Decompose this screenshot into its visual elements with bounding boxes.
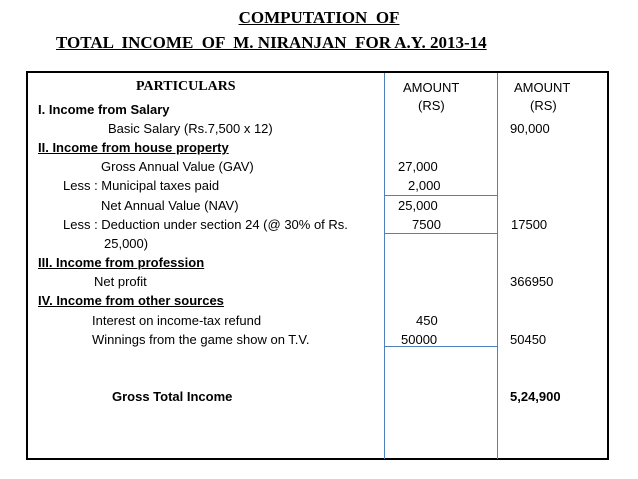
subtotal-rule-2 [385,233,497,234]
municipal-tax-label: Less : Municipal taxes paid [63,178,220,193]
header-particulars: PARTICULARS [136,79,236,94]
game-show-winnings-label: Winnings from the game show on T.V. [92,332,310,347]
column-divider-2 [497,73,498,459]
gross-total-income-amount: 5,24,900 [510,389,561,404]
section-other-sources: IV. Income from other sources [38,293,224,308]
interest-refund-label: Interest on income-tax refund [92,313,262,328]
section-profession: III. Income from profession [38,255,205,270]
header-amount-2: AMOUNT [514,80,571,95]
header-amount-1-unit: (RS) [418,98,445,113]
interest-refund-amount: 450 [416,313,438,328]
header-amount-1: AMOUNT [403,80,460,95]
deduction-amount: 7500 [412,217,441,232]
gav-label: Gross Annual Value (GAV) [101,159,254,174]
basic-salary-label: Basic Salary (Rs.7,500 x 12) [108,121,273,136]
title-line-1: COMPUTATION OF [238,8,400,27]
header-amount-2-unit: (RS) [530,98,557,113]
nav-amount: 25,000 [398,198,438,213]
basic-salary-total: 90,000 [510,121,550,136]
deduction-label-line-2: 25,000) [104,236,149,251]
section-salary: I. Income from Salary [38,102,170,117]
gross-total-income-label: Gross Total Income [112,389,233,404]
gav-amount: 27,000 [398,159,438,174]
net-profit-total: 366950 [510,274,554,289]
column-divider-1 [384,73,385,459]
title-line-2: TOTAL INCOME OF M. NIRANJAN FOR A.Y. 2013-14 [56,33,487,52]
house-property-total: 17500 [511,217,548,232]
other-sources-total: 50450 [510,332,547,347]
deduction-label-line-1: Less : Deduction under section 24 (@ 30% of Rs. [63,217,348,232]
nav-label: Net Annual Value (NAV) [101,198,239,213]
game-show-winnings-amount: 50000 [401,332,438,347]
section-house-property: II. Income from house property [38,140,229,155]
net-profit-label: Net profit [94,274,147,289]
municipal-tax-amount: 2,000 [408,178,441,193]
subtotal-rule-1 [385,195,497,196]
